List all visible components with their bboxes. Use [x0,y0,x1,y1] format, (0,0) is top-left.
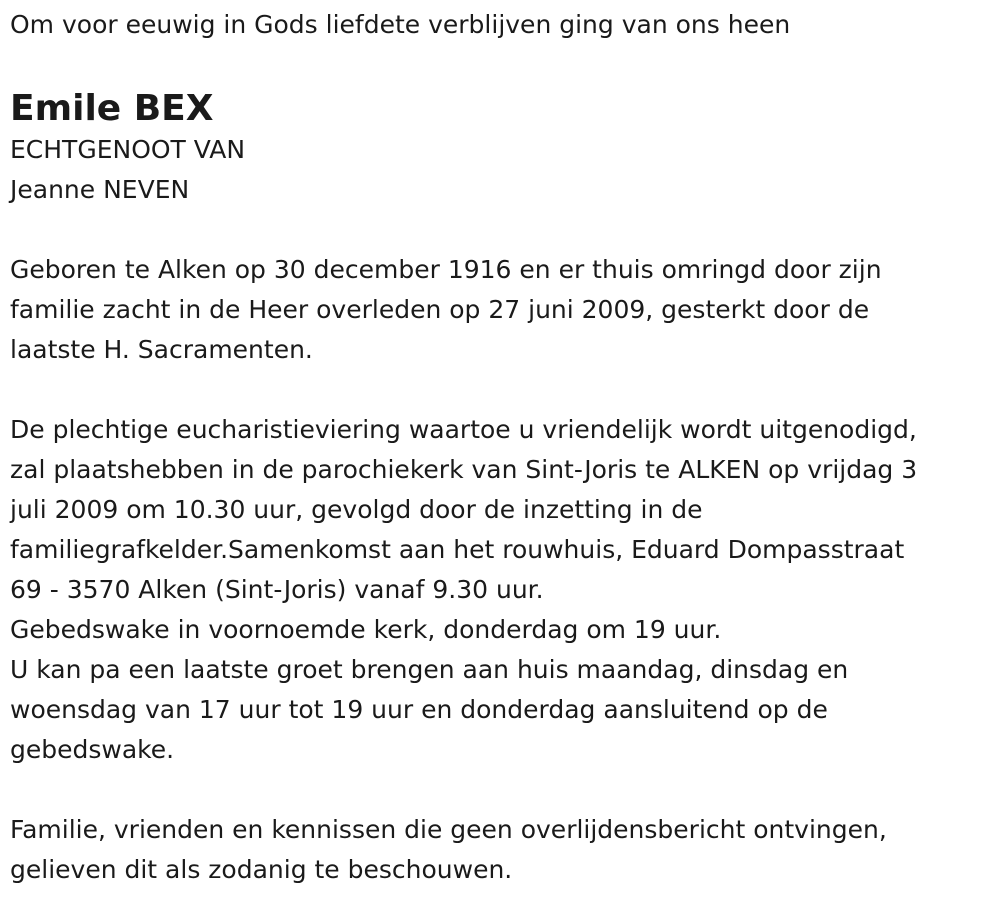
service-line: U kan pa een laatste groet brengen aan huis maandag, dinsdag en [10,655,849,684]
spacer [10,770,990,810]
closing-line: Familie, vrienden en kennissen die geen overlijdensbericht ontvingen, [10,815,887,844]
relation-text: ECHTGENOOT VAN [10,135,246,164]
service-line: gebedswake. [10,735,175,764]
closing-paragraph [10,810,990,890]
birth-line: laatste H. Sacramenten. [10,335,313,364]
birth-line: familie zacht in de Heer overleden op 27 juni 2009, gesterkt door de [10,295,870,324]
closing-line: gelieven dit als zodanig te beschouwen. [10,855,513,884]
intro-text: Om voor eeuwig in Gods liefdete verblijven ging van ons heen [10,10,791,39]
service-line: 69 - 3570 Alken (Sint-Joris) vanaf 9.30 uur. [10,575,544,604]
deceased-name: Emile BEX [10,88,214,129]
service-line: zal plaatshebben in de parochiekerk van Sint-Joris te ALKEN op vrijdag 3 [10,455,918,484]
service-line: woensdag van 17 uur tot 19 uur en donderdag aansluitend op de [10,695,828,724]
spouse-name: Jeanne NEVEN [10,175,190,204]
birth-line: Geboren te Alken op 30 december 1916 en er thuis omringd door zijn [10,255,882,284]
spacer [10,210,990,250]
service-line: familiegrafkelder.Samenkomst aan het rouwhuis, Eduard Dompasstraat [10,535,905,564]
birth-paragraph [10,250,990,370]
service-line: Gebedswake in voornoemde kerk, donderdag om 19 uur. [10,615,722,644]
service-line: De plechtige eucharistieviering waartoe u vriendelijk wordt uitgenodigd, [10,415,917,444]
spacer [10,370,990,410]
service-paragraph [10,410,990,770]
service-line: juli 2009 om 10.30 uur, gevolgd door de inzetting in de [10,495,703,524]
